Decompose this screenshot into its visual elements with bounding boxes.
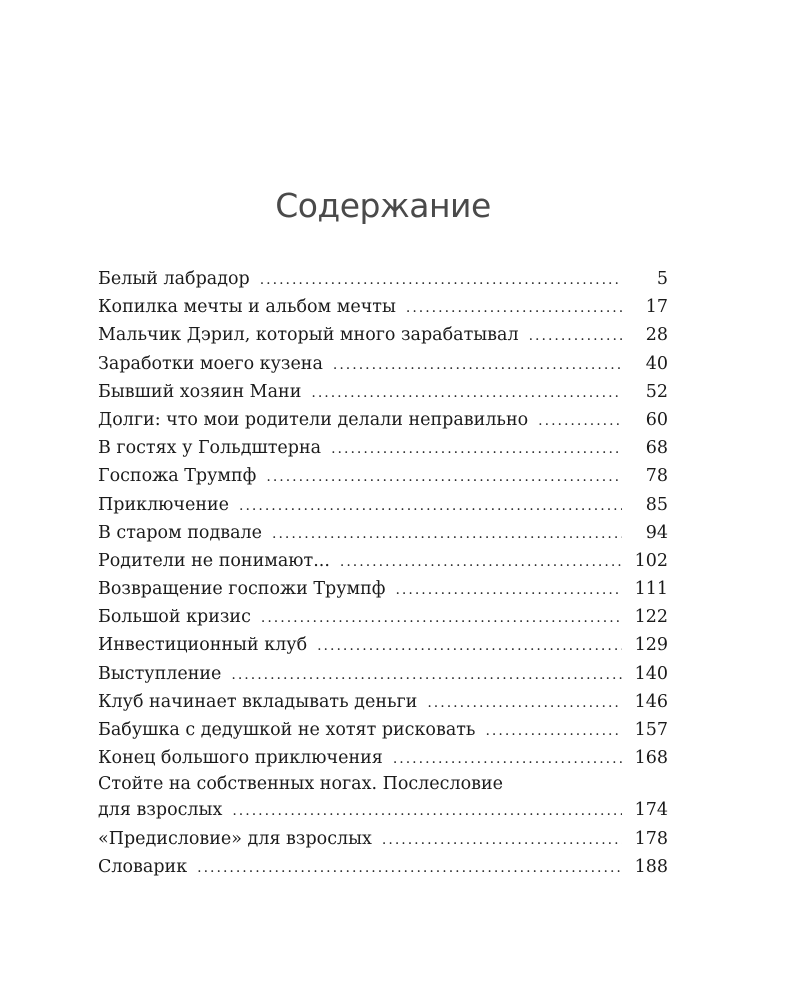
dot-leader [331,435,622,463]
toc-entry [98,825,668,853]
dot-leader [427,689,622,717]
dot-leader [529,322,622,350]
toc-entry [98,575,668,603]
toc-entry-page: 28 [645,325,668,346]
toc-entry-title: В гостях у Гольдштерна [98,438,322,459]
toc-entry-page: 17 [645,297,668,318]
toc-entry-page: 146 [634,691,668,712]
toc-entry-page: 68 [645,438,668,459]
toc-entry [98,406,668,434]
dot-leader [333,351,622,379]
dot-leader [382,826,622,854]
toc-entry [98,660,668,688]
dot-leader [266,463,622,491]
dot-leader [317,632,622,660]
toc-entry [98,434,668,462]
toc-entry [98,688,668,716]
toc-entry-page: 60 [645,409,668,430]
toc-entry-page: 122 [634,607,668,628]
toc-entry-title: Клуб начинает вкладывать деньги [98,691,418,712]
toc-entry-page: 85 [645,494,668,515]
toc-entry [98,265,668,293]
dot-leader [272,520,622,548]
dot-leader [485,717,622,745]
toc-entry-page: 102 [634,550,668,571]
toc-entry-title: Возвращение госпожи Трумпф [98,579,386,600]
toc-entry [98,744,668,772]
dot-leader [311,379,622,407]
toc-entry-page: 94 [645,522,668,543]
toc-entry-page: 140 [634,663,668,684]
toc-entry-page: 129 [634,635,668,656]
toc-entry-title: Большой кризис [98,607,251,628]
toc-entry-page: 40 [645,353,668,374]
page-title: Содержание [275,186,491,225]
toc-entry-title: В старом подвале [98,522,262,543]
toc-entry [98,293,668,321]
dot-leader [393,745,622,773]
toc-entry [98,350,668,378]
toc-entry [98,519,668,547]
toc-entry [98,321,668,349]
dot-leader [261,604,622,632]
toc-entry-page: 174 [634,800,668,821]
toc-entry [98,853,668,881]
toc-entry-page: 78 [645,466,668,487]
toc-entry-title: Родители не понимают... [98,550,330,571]
toc-entry-page: 5 [656,269,668,289]
dot-leader [239,492,622,520]
toc-entry-title: Приключение [98,494,230,515]
dot-leader [260,266,622,294]
toc-entry-title: Долги: что мои родители делали неправильно [98,409,529,430]
toc-entry-page: 157 [634,720,668,740]
toc-entry-title: Инвестиционный клуб [98,635,308,656]
toc-entry [98,772,668,824]
dot-leader [231,661,622,689]
toc-entry-title: Мальчик Дэрил, который много зарабатывал [98,325,519,346]
toc-entry [98,603,668,631]
dot-leader [406,294,622,322]
toc-entry-title: «Предисловие» для взрослых [98,828,372,849]
toc-entry [98,378,668,406]
toc-entry-page: 111 [634,579,668,600]
toc-entry-title: Копилка мечты и альбом мечты [98,297,396,318]
dot-leader [340,548,622,576]
toc-entry [98,547,668,575]
toc-entry-title: Словарик [98,856,188,877]
toc-entry-title: Заработки моего кузена [98,353,323,374]
toc-entry-page: 188 [634,856,668,877]
toc-entry-title: Госпожа Трумпф [98,466,257,487]
dot-leader [197,854,622,882]
toc-entry [98,631,668,659]
toc-entry-title-continued: для взрослых [98,800,223,821]
toc-entry-title: Белый лабрадор [98,269,250,289]
toc-entry-title: Бабушка с дедушкой не хотят рисковать [98,720,476,740]
dot-leader [395,576,622,604]
dot-leader [232,797,622,825]
toc-entry [98,462,668,490]
toc-entry-page: 178 [634,828,668,849]
toc-entry-continuation [98,796,668,824]
toc-entry-title: Выступление [98,663,222,684]
toc-entry-title: Стойте на собственных ногах. Послесловие [98,774,503,795]
table-of-contents [98,265,668,881]
toc-entry-page: 168 [634,748,668,769]
toc-entry-page: 52 [645,381,668,402]
toc-entry [98,491,668,519]
toc-entry-title: Бывший хозяин Мани [98,381,302,402]
toc-entry [98,716,668,744]
toc-entry-title: Конец большого приключения [98,748,383,769]
dot-leader [538,407,622,435]
